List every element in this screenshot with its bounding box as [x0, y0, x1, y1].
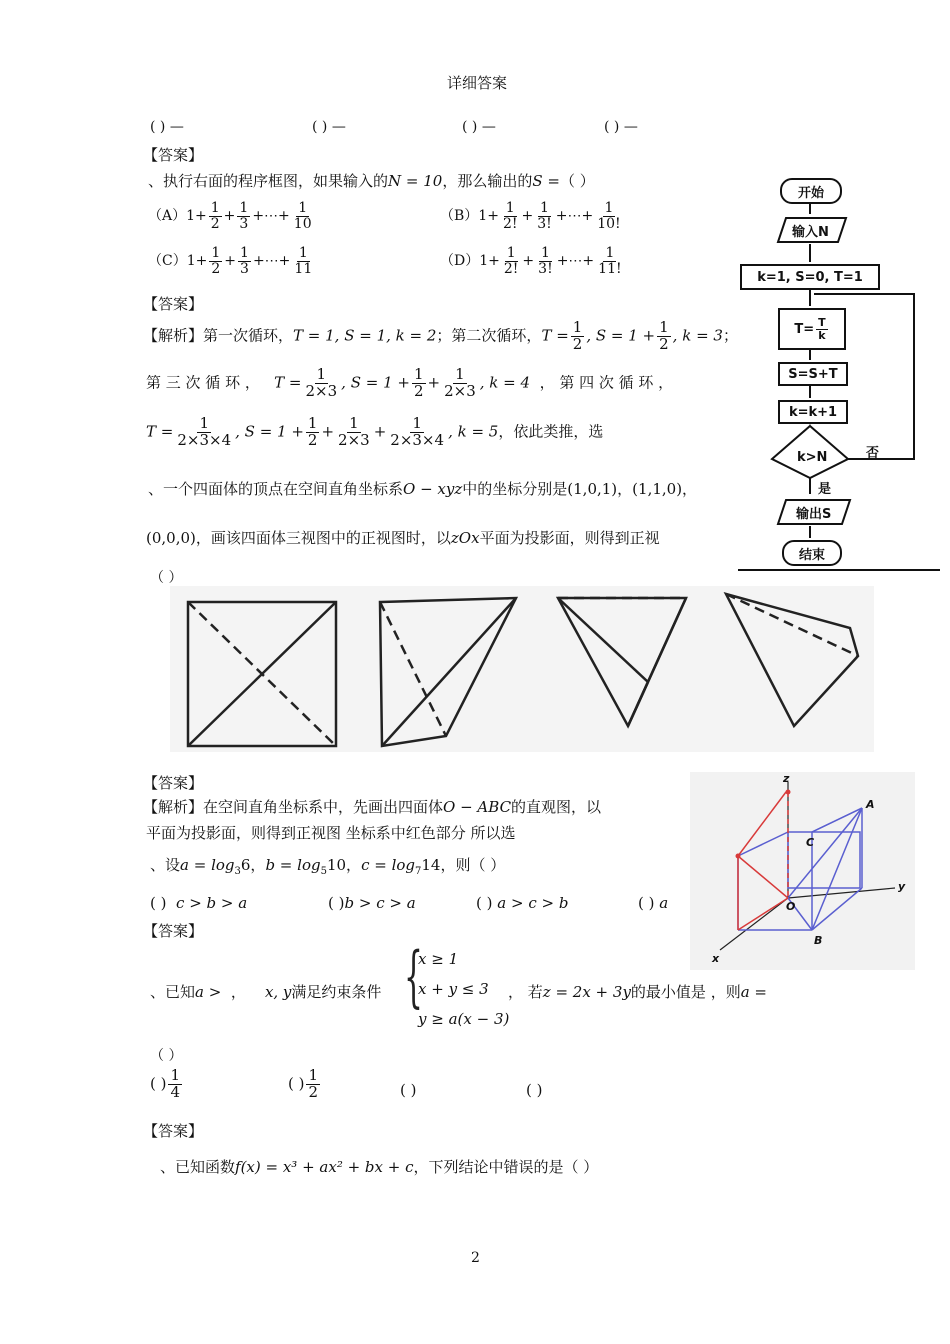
q3-option-1: ( ) c > b > a	[150, 894, 248, 912]
flowchart-output: 输出S	[796, 507, 832, 522]
q2-option-drawings	[170, 586, 874, 752]
flowchart-end: 结束	[782, 540, 842, 566]
cube-x-label: x	[712, 952, 720, 965]
flowchart-t-assign: T= $\frac{T}{k}$	[778, 308, 846, 350]
flowchart-no-label: 否	[866, 446, 880, 461]
q1-stem: 、执行右面的程序框图，如果输入的N = 10，那么输出的S =（ ）	[148, 172, 595, 190]
q4-option-2: ( ) $\frac{1}{2}$	[288, 1066, 319, 1101]
flowchart-condition: k>N	[797, 450, 828, 465]
q4-stem-left: 、已知a > ， x, y满足约束条件	[150, 983, 382, 1001]
cube-z-label: z	[783, 772, 790, 785]
answer-label: 【答案】	[143, 146, 204, 164]
q5-stem: 、已知函数f(x) = x³ + ax² + bx + c，下列结论中错误的是（ ）	[160, 1158, 599, 1176]
top-option-4: ( ) —	[604, 119, 638, 135]
q2-blank: （ ）	[150, 570, 183, 586]
answer-label: 【答案】	[143, 295, 204, 313]
flowchart-input: 输入N	[792, 225, 829, 240]
answer-label: 【答案】	[143, 1122, 204, 1140]
q1-option-c: （C）1+ $\frac{1}{2}$ + $\frac{1}{3}$ +⋯+ $\frac{1}{11}$	[148, 245, 313, 277]
q2-figure-options	[170, 586, 874, 752]
top-option-3: ( ) —	[462, 119, 496, 135]
q2-analysis-line1: 【解析】在空间直角坐标系中，先画出四面体O − ABC的直观图，以	[143, 798, 602, 816]
top-option-2: ( ) —	[312, 119, 346, 135]
q4-constraint-2: x + y ≤ 3	[418, 980, 489, 998]
flowchart-yes-label: 是	[818, 482, 832, 497]
q3-stem: 、设$a = \log_36$，$b = \log_510$，$c = \log_714$，则（ ）	[150, 856, 506, 877]
flowchart-s-assign: S=S+T	[778, 362, 848, 386]
flowchart	[738, 168, 940, 572]
q1-option-d: （D）1+ $\frac{1}{2!}$ + $\frac{1}{3!}$ +⋯+ $\frac{1}{11!}$	[440, 245, 622, 277]
cube-C-label: C	[806, 836, 815, 849]
q1-option-b: （B）1+ $\frac{1}{2!}$ + $\frac{1}{3!}$ +⋯+ $\frac{1}{10!}$	[440, 200, 621, 232]
q1-analysis-line2: 第 三 次 循 环 ， T = $\frac{1}{2\times 3}$ , S = 1 + $\frac{1}{2}$ + $\frac{1}{2\times 3}$ , k = 4 ， 第 四 次 循 环 ，	[146, 365, 674, 400]
q1-option-a: （A）1+ $\frac{1}{2}$ + $\frac{1}{3}$ +⋯+ $\frac{1}{10}$	[148, 200, 312, 232]
q2-stem-line1: 、一个四面体的顶点在空间直角坐标系O − xyz中的坐标分别是(1,0,1)，(1,1,0)，	[148, 480, 698, 498]
page-number: 2	[471, 1250, 480, 1266]
cube-figure	[690, 772, 915, 970]
cube-y-label: y	[898, 880, 906, 893]
q3-option-4: ( ) a	[638, 894, 669, 912]
q4-option-4: ( )	[526, 1081, 543, 1099]
cube-O-label: O	[786, 900, 796, 913]
q3-option-2: ( )b > c > a	[328, 894, 416, 912]
cube-A-label: A	[866, 798, 875, 811]
flowchart-start: 开始	[780, 178, 842, 204]
page-header: 详细答案	[447, 74, 508, 92]
q4-blank: （ ）	[150, 1048, 183, 1064]
flowchart-k-assign: k=k+1	[778, 400, 848, 424]
cube-B-label: B	[814, 934, 823, 947]
q4-brace: {	[404, 938, 423, 1015]
q2-analysis-line2: 平面为投影面，则得到正视图 坐标系中红色部分 所以选	[146, 824, 516, 842]
q4-option-3: ( )	[400, 1081, 417, 1099]
q4-constraint-3: y ≥ a(x − 3)	[418, 1010, 510, 1028]
answer-label: 【答案】	[143, 774, 204, 792]
q3-option-3: ( ) a > c > b	[476, 894, 569, 912]
top-option-1: ( ) —	[150, 119, 184, 135]
flowchart-init: k=1, S=0, T=1	[740, 264, 880, 290]
q2-stem-line2: (0,0,0)，画该四面体三视图中的正视图时，以zOx平面为投影面，则得到正视	[146, 529, 660, 547]
q1-analysis-line1: 【解析】第一次循环，T = 1, S = 1, k = 2；第二次循环，T = $\frac{1}{2}$ , S = 1 + $\frac{1}{2}$ , k = 3；	[143, 318, 738, 353]
q4-option-1: ( ) $\frac{1}{4}$	[150, 1066, 181, 1101]
cube-drawing	[690, 772, 915, 970]
q1-analysis-line3: T = $\frac{1}{2\times 3\times 4}$ , S = 1 + $\frac{1}{2}$ + $\frac{1}{2\times 3}$ + $\frac{1}{2\times 3\times 4}$ , k = 5，依此类推，选	[146, 414, 604, 449]
answer-label: 【答案】	[143, 922, 204, 940]
q4-stem-right: ， 若z = 2x + 3y的最小值是 ，则a =	[508, 983, 767, 1001]
q4-constraint-1: x ≥ 1	[418, 950, 459, 968]
